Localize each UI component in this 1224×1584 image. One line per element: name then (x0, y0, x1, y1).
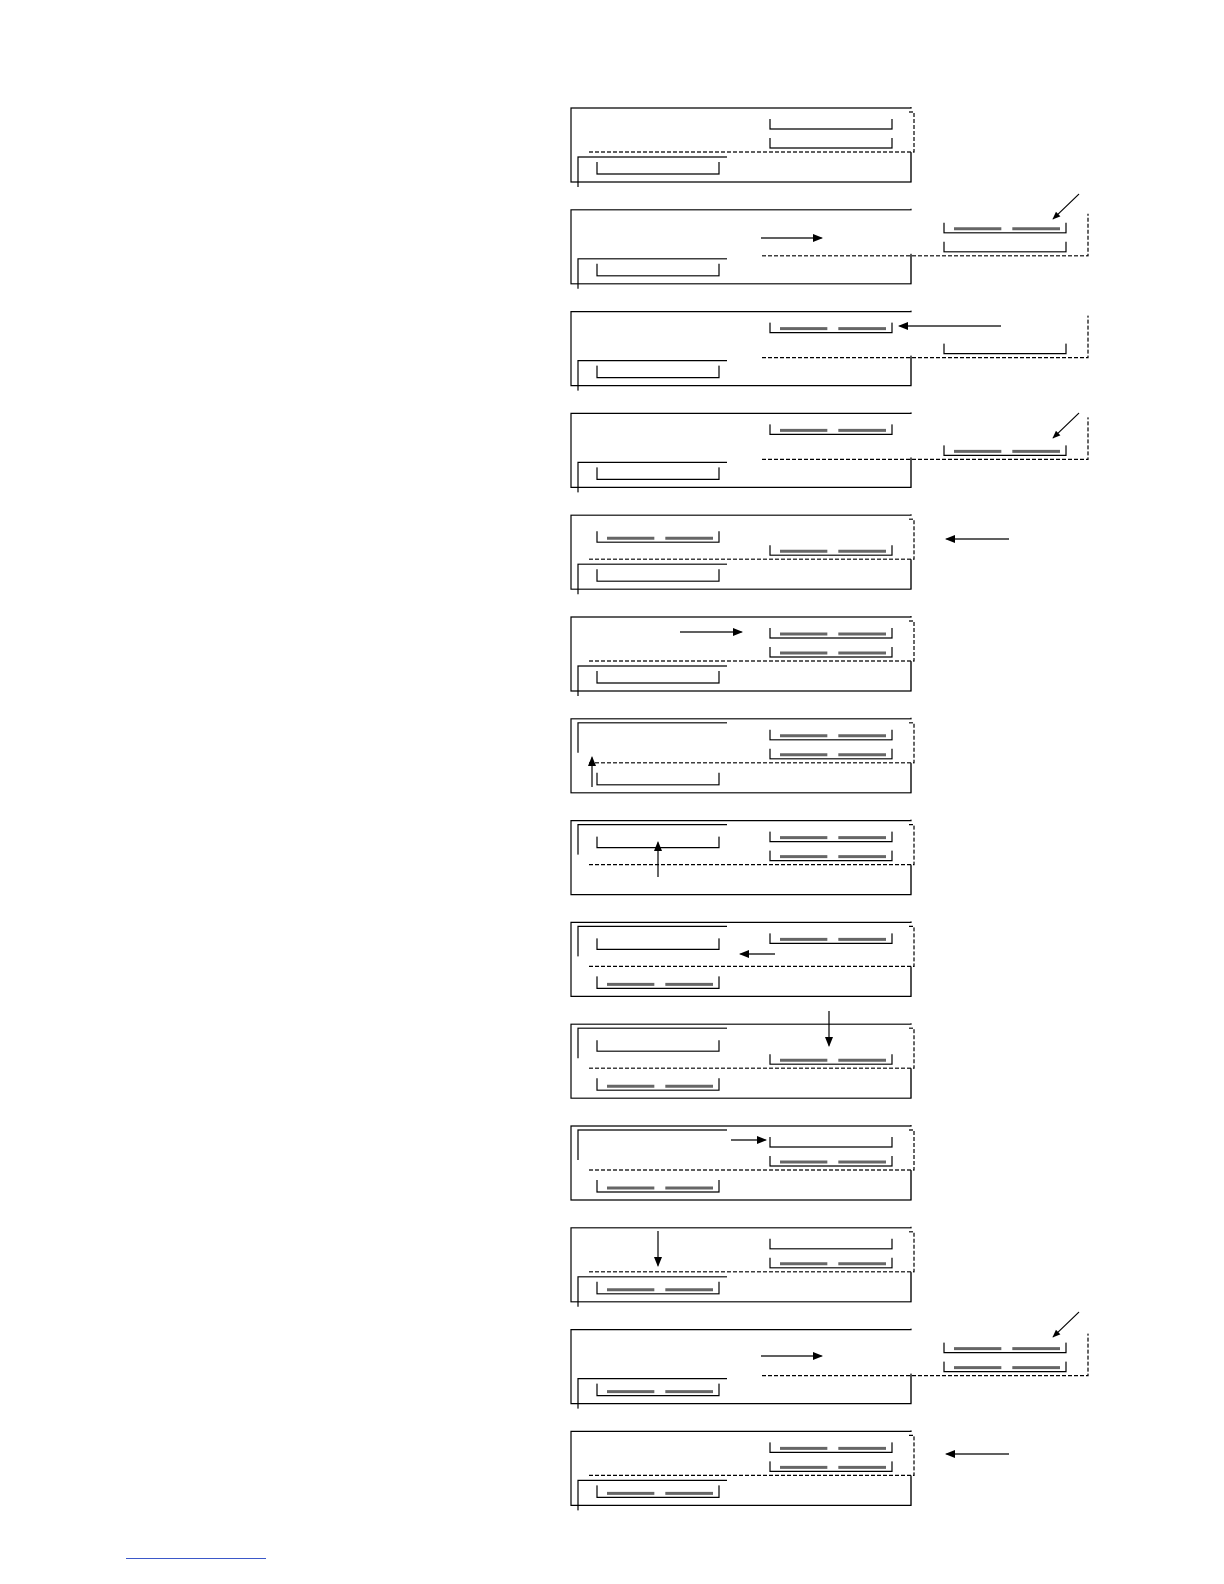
dashed-divider (589, 1028, 914, 1068)
transfer-arrow (1053, 194, 1079, 219)
register-slot-filled (597, 1384, 719, 1396)
dashed-divider (762, 1334, 1088, 1376)
register-box (571, 107, 911, 182)
dashed-divider (762, 316, 1088, 358)
register-slot-empty (597, 671, 719, 683)
register-slot-filled (597, 1485, 719, 1497)
register-slot-filled (597, 1078, 719, 1090)
register-slot-empty (770, 138, 892, 148)
panel-11 (571, 1125, 914, 1200)
transfer-arrow (1053, 413, 1079, 438)
register-slot-empty (597, 938, 719, 949)
transfer-arrow (1053, 1312, 1079, 1337)
register-slot-empty (770, 119, 892, 129)
corner-bracket (578, 723, 727, 753)
corner-bracket (578, 1130, 727, 1160)
panel-13 (571, 1312, 1088, 1409)
register-slot-empty (944, 242, 1066, 252)
panel-8 (571, 820, 914, 895)
panel-14 (571, 1430, 1009, 1510)
dashed-divider (762, 214, 1088, 256)
corner-bracket (578, 926, 727, 956)
register-slot-filled (597, 1180, 719, 1192)
corner-bracket (578, 825, 727, 855)
dashed-divider (762, 417, 1088, 459)
register-slot-filled (597, 1282, 719, 1294)
panel-3 (571, 311, 1088, 391)
panel-1 (571, 107, 914, 187)
panel-6 (571, 616, 914, 696)
register-box (571, 311, 911, 386)
dashed-divider (589, 1232, 914, 1272)
panel-4 (571, 412, 1088, 492)
panel-12 (571, 1227, 914, 1307)
register-slot-empty (597, 1040, 719, 1051)
register-slot-empty (770, 1137, 892, 1147)
register-slot-empty (597, 467, 719, 479)
dashed-divider (589, 1435, 914, 1475)
dashed-divider (589, 621, 914, 661)
dashed-divider (589, 112, 914, 152)
register-slot-empty (597, 569, 719, 581)
register-box (571, 209, 911, 284)
register-slot-empty (597, 773, 719, 785)
register-box (571, 412, 911, 487)
register-slot-empty (770, 1239, 892, 1249)
footer-rule (126, 1558, 266, 1559)
register-slot-empty (597, 366, 719, 378)
dashed-divider (589, 1130, 914, 1170)
dashed-divider (589, 723, 914, 763)
register-slot-empty (597, 264, 719, 276)
register-slot-empty (597, 162, 719, 174)
dashed-divider (589, 926, 914, 966)
panel-2 (571, 194, 1088, 289)
panel-10 (571, 1011, 914, 1098)
panel-7 (571, 718, 914, 793)
register-slot-filled (597, 976, 719, 988)
panel-5 (571, 514, 1009, 594)
dashed-divider (589, 825, 914, 865)
corner-bracket (578, 1028, 727, 1058)
register-slot-empty (944, 344, 1066, 354)
panel-9 (571, 921, 914, 996)
